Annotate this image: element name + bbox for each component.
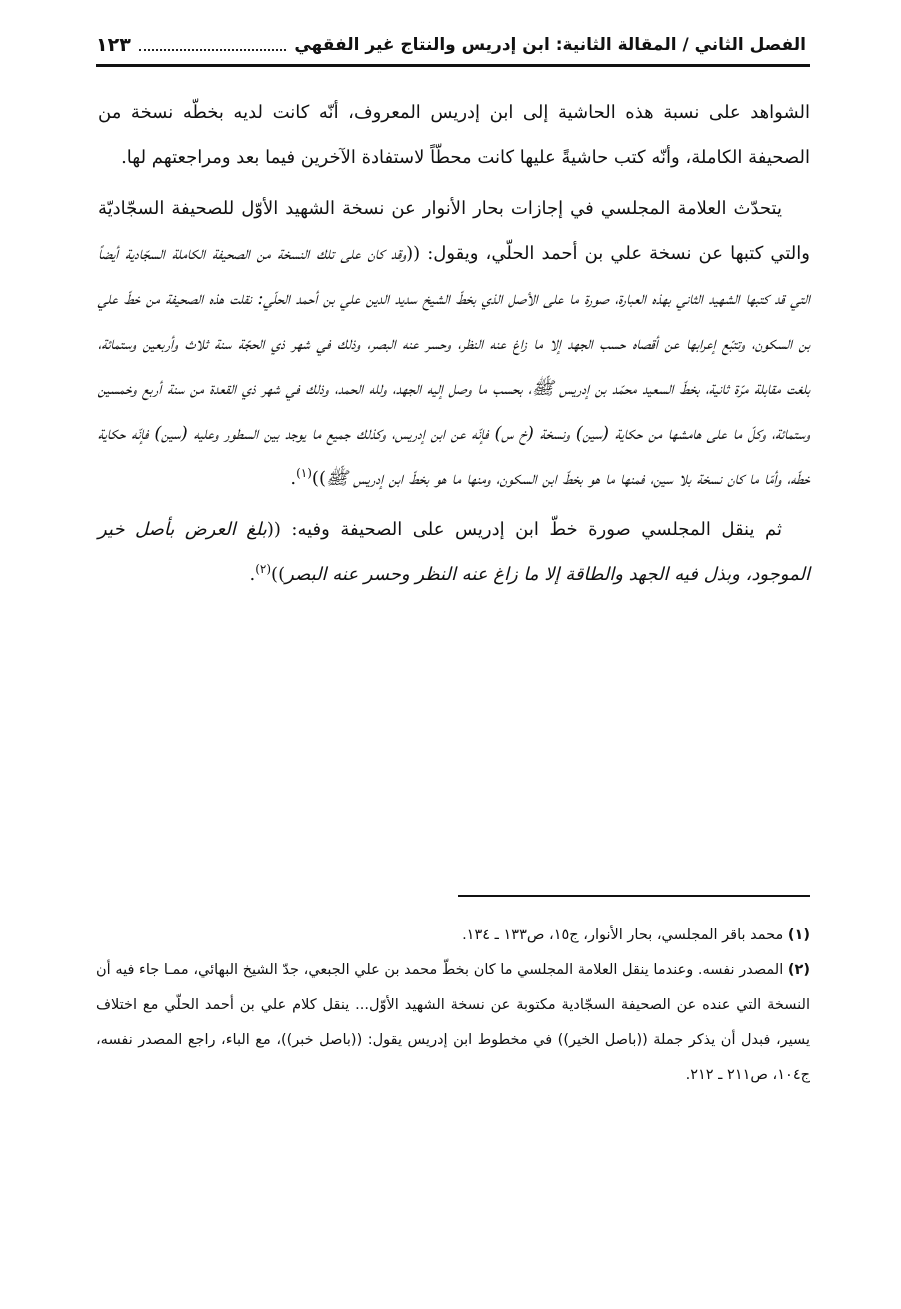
footnote-divider xyxy=(458,895,810,897)
paragraph-2-end: . xyxy=(290,468,297,489)
paragraph-2-quote: وقد كان على تلك النسخة من الصحيفة الكاملة السجّادية أيضاً التي قد كتبها الشهيد الثاني بهذه العبارة، صورة ما على الأصل الذي بخطّ الشيخ سديد الدين علي بن أحمد الحلّي: نقلت هذه الصحيفة من خطّ علي بن السكون، وتتبّع إعرابها عن أقصاه حسب الجهد إلا ما زاغ عنه النظر، وحسر عنه البصر، وذلك في شهر ذي الحجّة سنة ثلاث وأربعين وستمائة، بلغت مقابلة مرّة ثانية، بخطّ السعيد محمّد بن إدريس ﷺ، بحسب ما وصل إليه الجهد، ولله الحمد، وذلك في شهر ذي القعدة من سنة أربع وخمسين وستمائة، وكلّ ما على هامشها من حكاية (سين) ونسخة (خ س) فإنّه عن ابن إدريس، وكذلك جميع ما يوجد بين السطور وعليه (سين) فإنّه حكاية خطّه، وأمّا ما كان نسخة بلا سين، فمنها ما هو بخطّ ابن السكون، ومنها ما هو بخطّ ابن إدريس ﷺ xyxy=(98,243,810,489)
header-leader-dots xyxy=(139,39,287,51)
main-text xyxy=(98,90,810,597)
header-divider xyxy=(96,64,810,67)
footnote-1-text: محمد باقر المجلسي، بحار الأنوار، ج١٥، ص١٣٣ ـ ١٣٤. xyxy=(462,927,784,943)
paragraph-3-intro: ثم ينقل المجلسي صورة خطّ ابن إدريس على الصحيفة وفيه: (( xyxy=(266,519,782,540)
paragraph-2-intro: يتحدّث العلامة المجلسي في إجازات بحار الأنوار عن نسخة الشهيد الأوّل للصحيفة السجّاديّة والتي كتبها عن نسخة علي بن أحمد الحلّي، ويقول: (( xyxy=(98,198,810,264)
paragraph-3 xyxy=(98,507,810,597)
chapter-title: الفصل الثاني / المقالة الثانية: ابن إدريس والنتاج غير الفقهي xyxy=(294,35,806,55)
footnote-2-text: المصدر نفسه. وعندما ينقل العلامة المجلسي ما كان بخطّ محمد بن علي الجبعي، جدّ الشيخ البهائي، ممـا جاء فيه أن النسخة التي عنده عن الصحيفة السجّادية مكتوبة عن نسخة الشهيد الأوّل... ينقل كلام علي بن أحمد الحلّي مع اختلاف يسير، فبدل أن يذكر جملة ((باصل الخير)) في مخطوط ابن إدريس يقول: ((باصل خبر))، مع الباء، راجع المصدر نفسه، ج١٠٤، ص٢١١ ـ ٢١٢. xyxy=(96,962,810,1083)
footnote-2-number: (٢) xyxy=(787,962,810,978)
footnote-1 xyxy=(96,918,810,953)
footnote-1-number: (١) xyxy=(787,927,810,943)
running-header xyxy=(96,28,806,62)
paragraph-2 xyxy=(98,186,810,501)
paragraph-3-close: )) xyxy=(271,564,286,585)
paragraph-3-quote: بلغ العرض بأصل خير الموجود، وبذل فيه الجهد والطاقة إلا ما زاغ عنه النظر وحسر عنه البصر xyxy=(98,519,810,585)
footnote-2 xyxy=(96,953,810,1093)
paragraph-1: الشواهد على نسبة هذه الحاشية إلى ابن إدريس المعروف، أنّه كانت لديه بخطّه نسخة من الصحيفة الكاملة، وأنّه كتب حاشيةً عليها كانت محطّاً لاستفادة الآخرين فيما بعد ومراجعتهم لها. xyxy=(98,102,810,168)
footnote-ref-1[interactable]: (١) xyxy=(296,466,312,480)
footnotes xyxy=(96,918,810,1093)
paragraph-2-close: )) xyxy=(311,468,326,489)
footnote-ref-2[interactable]: (٢) xyxy=(255,562,272,576)
page-number: ١٢٣ xyxy=(96,34,131,56)
paragraph-3-end: . xyxy=(249,564,256,585)
